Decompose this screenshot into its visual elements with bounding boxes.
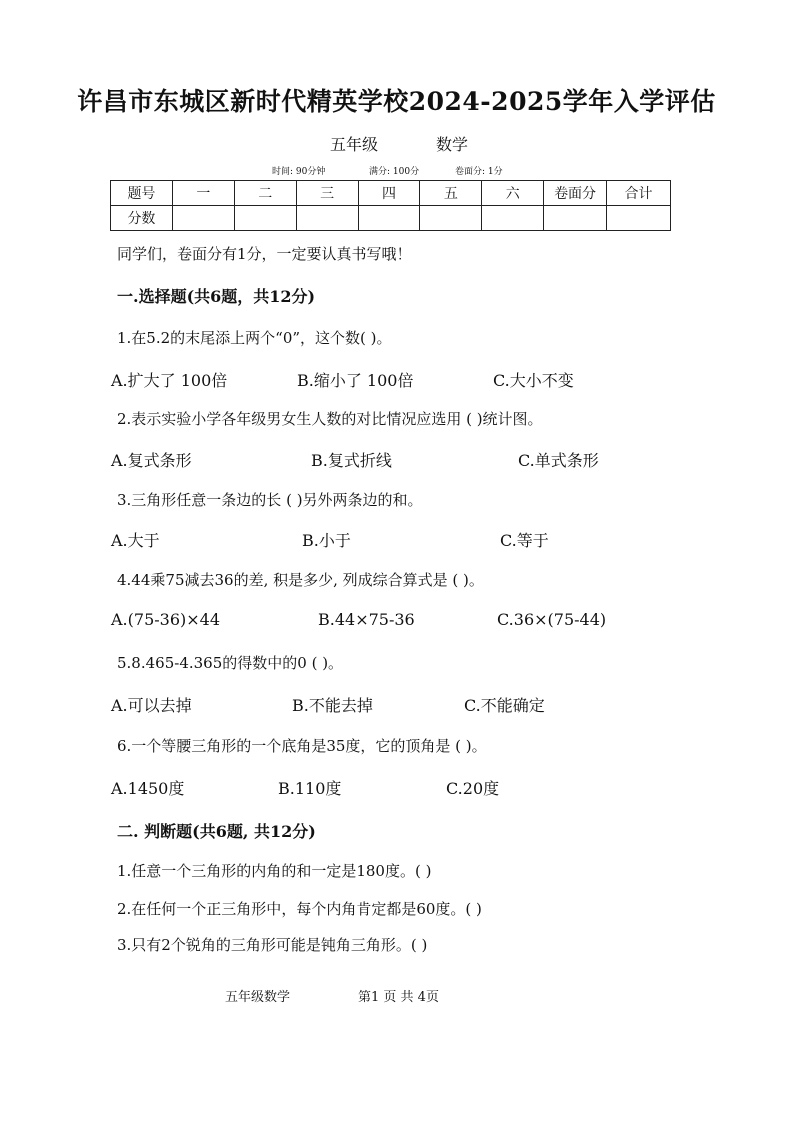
question-4-option-a: A.(75-36)×44 bbox=[111, 610, 221, 629]
score-cell[interactable] bbox=[420, 206, 482, 231]
exam-full-score: 满分: 100分 bbox=[369, 167, 420, 177]
judgment-item-2: 2.在任何一个正三角形中，每个内角肯定都是60度。( ) bbox=[117, 900, 482, 918]
score-cell[interactable] bbox=[296, 206, 358, 231]
question-6-option-b: B.110度 bbox=[278, 779, 342, 798]
score-table-header-cell: 五 bbox=[420, 181, 482, 206]
score-table bbox=[110, 180, 671, 231]
question-1-option-a: A.扩大了 100倍 bbox=[111, 371, 228, 390]
question-3-option-c: C.等于 bbox=[500, 531, 549, 550]
score-table-header-cell: 合计 bbox=[607, 181, 671, 206]
score-row-label: 分数 bbox=[111, 206, 173, 231]
score-table-score-row bbox=[111, 206, 671, 231]
score-cell[interactable] bbox=[544, 206, 607, 231]
score-cell[interactable] bbox=[172, 206, 234, 231]
question-5: 5.8.465-4.365的得数中的0 ( )。 bbox=[117, 654, 344, 672]
question-5-option-a: A.可以去掉 bbox=[111, 696, 192, 715]
question-2: 2.表示实验小学各年级男女生人数的对比情况应选用 ( )统计图。 bbox=[117, 410, 543, 428]
score-cell[interactable] bbox=[234, 206, 296, 231]
judgment-item-1: 1.任意一个三角形的内角的和一定是180度。( ) bbox=[117, 862, 432, 880]
question-1-option-b: B.缩小了 100倍 bbox=[297, 371, 414, 390]
score-table-header-cell: 六 bbox=[482, 181, 544, 206]
question-2-option-a: A.复式条形 bbox=[111, 451, 192, 470]
question-4-option-b: B.44×75-36 bbox=[318, 610, 415, 629]
neatness-note: 同学们，卷面分有1分，一定要认真书写哦！ bbox=[117, 245, 412, 263]
question-3: 3.三角形任意一条边的长 ( )另外两条边的和。 bbox=[117, 491, 423, 509]
question-3-option-a: A.大于 bbox=[111, 531, 160, 550]
footer-label: 五年级数学 bbox=[225, 990, 291, 1005]
question-3-option-b: B.小于 bbox=[302, 531, 351, 550]
question-5-option-b: B.不能去掉 bbox=[292, 696, 373, 715]
score-cell[interactable] bbox=[607, 206, 671, 231]
grade-label: 五年级 bbox=[330, 135, 379, 154]
score-table-header-row bbox=[111, 181, 671, 206]
score-table-header-cell: 二 bbox=[234, 181, 296, 206]
score-table-header-cell: 题号 bbox=[111, 181, 173, 206]
page-number: 第1 页 共 4页 bbox=[358, 990, 439, 1005]
question-6-option-c: C.20度 bbox=[446, 779, 500, 798]
section-2-heading: 二. 判断题(共6题, 共12分) bbox=[117, 822, 316, 841]
exam-time: 时间: 90分钟 bbox=[272, 167, 326, 177]
exam-title: 许昌市东城区新时代精英学校2024-2025学年入学评估 bbox=[77, 87, 716, 116]
exam-neatness-score: 卷面分: 1分 bbox=[455, 167, 503, 177]
subject-label: 数学 bbox=[436, 135, 469, 154]
score-table-header-cell: 三 bbox=[296, 181, 358, 206]
question-1-option-c: C.大小不变 bbox=[493, 371, 574, 390]
score-cell[interactable] bbox=[358, 206, 420, 231]
score-table-header-cell: 一 bbox=[172, 181, 234, 206]
question-5-option-c: C.不能确定 bbox=[464, 696, 545, 715]
question-4-option-c: C.36×(75-44) bbox=[497, 610, 607, 629]
score-cell[interactable] bbox=[482, 206, 544, 231]
question-6: 6.一个等腰三角形的一个底角是35度，它的顶角是 ( )。 bbox=[117, 737, 487, 755]
question-2-option-b: B.复式折线 bbox=[311, 451, 392, 470]
question-2-option-c: C.单式条形 bbox=[518, 451, 599, 470]
score-table-header-cell: 卷面分 bbox=[544, 181, 607, 206]
score-table-header-cell: 四 bbox=[358, 181, 420, 206]
question-6-option-a: A.1450度 bbox=[111, 779, 185, 798]
judgment-item-3: 3.只有2个锐角的三角形可能是钝角三角形。( ) bbox=[117, 936, 428, 954]
section-1-heading: 一.选择题(共6题，共12分) bbox=[117, 287, 316, 306]
question-1: 1.在5.2的末尾添上两个“0”，这个数( )。 bbox=[117, 329, 392, 347]
question-4: 4.44乘75减去36的差, 积是多少, 列成综合算式是 ( )。 bbox=[117, 571, 484, 589]
